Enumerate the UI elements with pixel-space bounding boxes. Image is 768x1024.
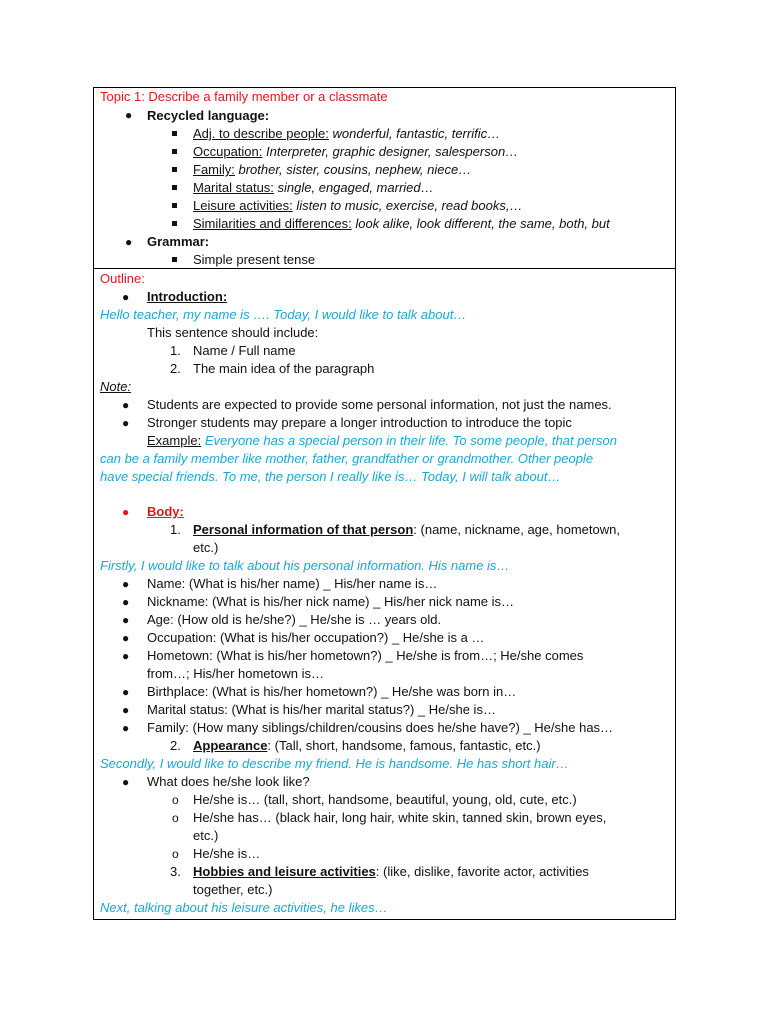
bullet-icon: ● [122,577,130,591]
intro-heading: Introduction: [147,289,228,304]
list-number: 2. [170,361,181,376]
bullet-icon: ● [122,649,130,663]
appearance-item: He/she is… (tall, short, handsome, beautiful, young, old, cute, etc.) [193,792,577,807]
note-item: Students are expected to provide some personal information, not just the names. [147,397,612,412]
recycled-item: Adj. to describe people: wonderful, fantastic, terrific… [193,126,501,141]
section-title-cont: together, etc.) [193,882,273,897]
section-sample: Next, talking about his leisure activities, he likes… [100,900,388,915]
intro-item: The main idea of the paragraph [193,361,375,376]
bullet-icon: ● [122,416,130,430]
section-title: Appearance: (Tall, short, handsome, famous, fantastic, etc.) [193,738,541,753]
bullet-icon: ● [122,595,130,609]
info-item: Nickname: (What is his/her nick name) _ His/her nick name is… [147,594,515,609]
example-line: can be a family member like mother, father, grandfather or grandmother. Other people [100,451,594,466]
info-item: Name: (What is his/her name) _ His/her name is… [147,576,438,591]
recycled-item: Occupation: Interpreter, graphic designer, salesperson… [193,144,519,159]
intro-sample: Hello teacher, my name is …. Today, I would like to talk about… [100,307,467,322]
note-label: Note: [100,379,132,394]
list-number: 1. [170,522,181,537]
section-sample: Firstly, I would like to talk about his personal information. His name is… [100,558,510,573]
appearance-item-cont: etc.) [193,828,219,843]
bullet-icon: ● [122,613,130,627]
bullet-icon: ● [125,235,133,249]
square-bullet-icon [172,203,177,208]
outline-label: Outline: [100,271,145,286]
circle-bullet-icon: o [172,847,179,861]
recycled-item: Marital status: single, engaged, married… [193,180,434,195]
info-item: Hometown: (What is his/her hometown?) _ He/she is from…; He/she comes [147,648,584,663]
appearance-item: He/she has… (black hair, long hair, white skin, tanned skin, brown eyes, [193,810,607,825]
bullet-icon: ● [122,721,130,735]
example-label: Example: [147,433,202,448]
example-line: Example: Everyone has a special person in their life. To some people, that person [147,433,617,448]
bullet-icon: ● [122,775,130,789]
recycled-item: Leisure activities: listen to music, exercise, read books,… [193,198,523,213]
section-title: Personal information of that person: (name, nickname, age, hometown, [193,522,620,537]
appearance-question: What does he/she look like? [147,774,310,789]
square-bullet-icon [172,149,177,154]
grammar-item: Simple present tense [193,252,316,267]
topic-cell [94,88,675,269]
document-table [93,87,676,920]
intro-should: This sentence should include: [147,325,319,340]
list-number: 1. [170,343,181,358]
section-sample: Secondly, I would like to describe my friend. He is handsome. He has short hair… [100,756,569,771]
info-item: Marital status: (What is his/her marital status?) _ He/she is… [147,702,496,717]
list-number: 3. [170,864,181,879]
appearance-item: He/she is… [193,846,261,861]
outline-cell [94,269,675,919]
bullet-icon: ● [125,108,133,122]
square-bullet-icon [172,131,177,136]
section-title-cont: etc.) [193,540,219,555]
bullet-icon: ● [122,505,130,519]
bullet-icon: ● [122,290,130,304]
square-bullet-icon [172,167,177,172]
bullet-icon: ● [122,631,130,645]
section-title: Hobbies and leisure activities: (like, dislike, favorite actor, activities [193,864,589,879]
intro-item: Name / Full name [193,343,296,358]
recycled-item: Similarities and differences: look alike, look different, the same, both, but [193,216,610,231]
info-item: Birthplace: (What is his/her hometown?) _ He/she was born in… [147,684,517,699]
bullet-icon: ● [122,398,130,412]
body-heading: Body: [147,504,184,519]
example-line: have special friends. To me, the person I really like is… Today, I will talk about… [100,469,561,484]
square-bullet-icon [172,221,177,226]
circle-bullet-icon: o [172,811,179,825]
info-item: Occupation: (What is his/her occupation?) _ He/she is a … [147,630,485,645]
recycled-heading: Recycled language: [147,108,270,123]
square-bullet-icon [172,185,177,190]
bullet-icon: ● [122,685,130,699]
circle-bullet-icon: o [172,793,179,807]
grammar-heading: Grammar: [147,234,210,249]
info-item-cont: from…; His/her hometown is… [147,666,324,681]
topic-title: Topic 1: Describe a family member or a classmate [100,89,388,104]
info-item: Family: (How many siblings/children/cousins does he/she have?) _ He/she has… [147,720,614,735]
square-bullet-icon [172,257,177,262]
list-number: 2. [170,738,181,753]
bullet-icon: ● [122,703,130,717]
info-item: Age: (How old is he/she?) _ He/she is … years old. [147,612,442,627]
recycled-item: Family: brother, sister, cousins, nephew, niece… [193,162,472,177]
note-item: Stronger students may prepare a longer introduction to introduce the topic [147,415,572,430]
